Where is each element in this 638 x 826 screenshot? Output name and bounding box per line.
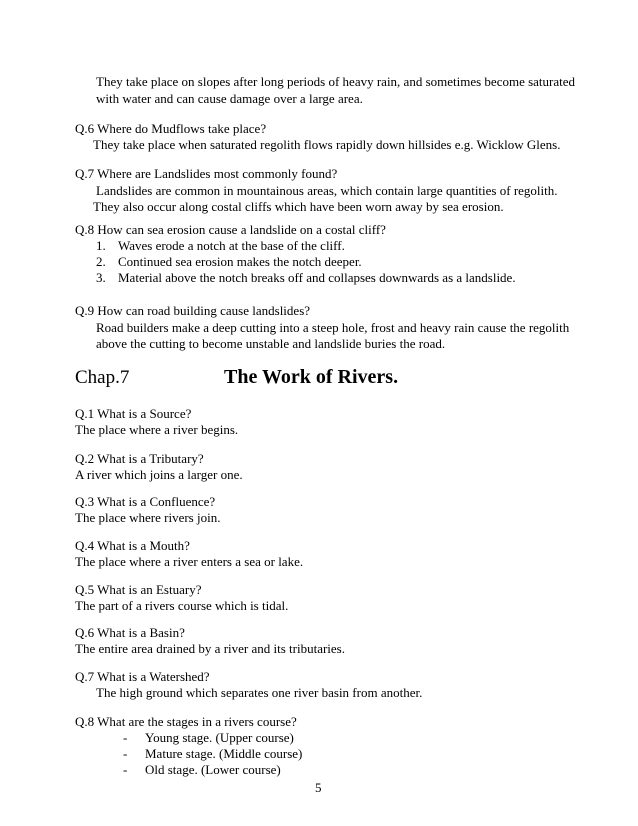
question: Q.2 What is a Tributary? xyxy=(75,451,204,466)
question: Q.4 What is a Mouth? xyxy=(75,538,190,553)
list-item xyxy=(123,762,281,778)
question: Q.8 How can sea erosion cause a landslide on a costal cliff? xyxy=(75,222,386,237)
answer: Road builders make a deep cutting into a steep hole, frost and heavy rain cause the regolith xyxy=(96,320,570,335)
answer: They also occur along costal cliffs which have been worn away by sea erosion. xyxy=(93,199,504,214)
page-number: 5 xyxy=(315,780,322,795)
list-number: 3. xyxy=(96,270,106,285)
question: Q.6 What is a Basin? xyxy=(75,625,185,640)
question: Q.7 What is a Watershed? xyxy=(75,669,210,684)
chapter-label: Chap.7 xyxy=(75,367,130,388)
question: Q.7 Where are Landslides most commonly found? xyxy=(75,166,338,181)
list-number: 2. xyxy=(96,254,106,269)
answer: The place where a river enters a sea or lake. xyxy=(75,554,304,569)
list-item-text: Mature stage. (Middle course) xyxy=(145,746,303,761)
answer: The entire area drained by a river and its tributaries. xyxy=(75,641,345,656)
list-item-text: Continued sea erosion makes the notch deeper. xyxy=(118,254,362,269)
list-item-text: Material above the notch breaks off and collapses downwards as a landslide. xyxy=(118,270,516,285)
answer: Landslides are common in mountainous areas, which contain large quantities of regolith. xyxy=(96,183,558,198)
chapter-title: The Work of Rivers. xyxy=(224,366,399,388)
answer: The part of a rivers course which is tidal. xyxy=(75,598,289,613)
paragraph-line: They take place on slopes after long periods of heavy rain, and sometimes become saturated xyxy=(96,74,576,89)
question: Q.6 Where do Mudflows take place? xyxy=(75,121,267,136)
answer: The high ground which separates one river basin from another. xyxy=(96,685,423,700)
answer: A river which joins a larger one. xyxy=(75,467,243,482)
list-number: 1. xyxy=(96,238,106,253)
list-dash: - xyxy=(123,746,128,761)
list-dash: - xyxy=(123,730,128,745)
answer: The place where a river begins. xyxy=(75,422,239,437)
list-item xyxy=(123,746,302,762)
answer: above the cutting to become unstable and landslide buries the road. xyxy=(96,336,446,351)
question: Q.5 What is an Estuary? xyxy=(75,582,202,597)
list-item-text: Young stage. (Upper course) xyxy=(145,730,294,745)
answer: The place where rivers join. xyxy=(75,510,221,525)
answer: They take place when saturated regolith flows rapidly down hillsides e.g. Wicklow Glens. xyxy=(93,137,561,152)
question: Q.9 How can road building cause landslides? xyxy=(75,303,311,318)
list-item xyxy=(123,730,294,746)
question: Q.8 What are the stages in a rivers course? xyxy=(75,714,297,729)
list-item xyxy=(96,254,362,270)
list-item-text: Waves erode a notch at the base of the cliff. xyxy=(118,238,345,253)
paragraph-line: with water and can cause damage over a large area. xyxy=(96,91,363,106)
question: Q.1 What is a Source? xyxy=(75,406,192,421)
list-item-text: Old stage. (Lower course) xyxy=(145,762,281,777)
list-item xyxy=(96,270,516,286)
list-dash: - xyxy=(123,762,128,777)
question: Q.3 What is a Confluence? xyxy=(75,494,216,509)
list-item xyxy=(96,238,345,254)
